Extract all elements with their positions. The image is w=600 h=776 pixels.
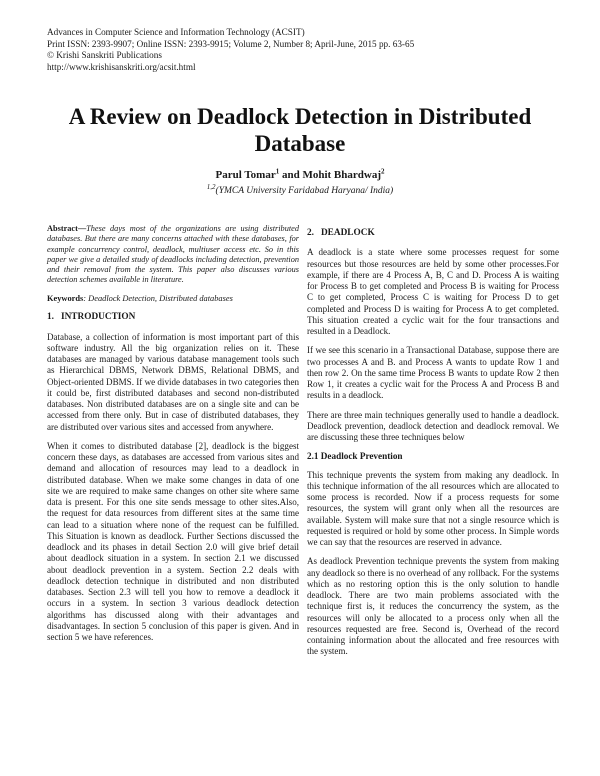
paragraph: When it comes to distributed database [2], deadlock is the biggest concern these days, as databases are accessed from various sites and demand and allocation of resources may lead to a deadlock in distributed database. When we make some changes in data of one site we are required to make same changes on other site where same data is present. For this one site sends message to other sites.Also, the request for data resources from different sites at the same time can lead to a situation where none of the request can be fulfilled. This Situation is known as deadlock. Further Sections discussed the deadlock and its phases in detail Section 2.0 will give brief detail about deadlock situation in a system. In section 2.1 we discussed about deadlock prevention in a system. Section 2.2 deals with deadlock detection technique in distributed and non distributed databases. Section 2.3 will tell you how to remove a deadlock it occurs in a system. In section 3 various deadlock detection algorithms has discussed along with their advantages and disadvantages. In section 5 conclusion of this paper is given. And in section 5 we have references. (47, 440, 299, 643)
right-column (307, 224, 559, 666)
paper-title: A Review on Deadlock Detection in Distributed Database (68, 104, 532, 156)
journal-issn: Print ISSN: 2393-9907; Online ISSN: 2393-9915; Volume 2, Number 8; April-June, 2015 pp. 63-65 (47, 38, 415, 49)
keywords-label: Keywords (47, 293, 84, 303)
journal-publisher: © Krishi Sanskriti Publications (47, 50, 162, 61)
paragraph: This technique prevents the system from making any deadlock. In this technique information of the all resources which are allocated to some process is recorded. Now if a process requests for some resources, the system will grant only when all the resources are available. System will make sure that not a single resource which is requested is required or hold by some other process. In Simple words we can say that the resources are reserved in advance. (307, 469, 559, 547)
affiliation (40, 182, 560, 196)
subsection-heading-prevention: 2.1 Deadlock Prevention (307, 451, 403, 462)
author-1-sup: 1 (275, 167, 280, 176)
keywords-text: : Deadlock Detection, Distributed databases (83, 293, 233, 303)
paragraph: If we see this scenario in a Transactional Database, suppose there are two processes A and B. and Process A wants to update Row 1 and then row 2. On the same time Process B wants to update Row 2 then Row 1, it creates a cyclic wait for the Process A and Process B and results in a deadlock. (307, 345, 559, 401)
affiliation-text: (YMCA University Faridabad Haryana/ India) (215, 186, 394, 196)
keywords (47, 294, 299, 305)
author-1: Parul Tomar (215, 169, 276, 181)
left-column (47, 224, 299, 651)
author-2: Mohit Bhardwaj (302, 169, 381, 181)
author-conj: and (279, 169, 303, 181)
author-2-sup: 2 (380, 167, 385, 176)
abstract-label: Abstract— (47, 224, 87, 233)
section-heading-intro (47, 312, 299, 323)
affiliation-sup: 1,2 (206, 182, 216, 191)
abstract-text: These days most of the organizations are using distributed databases. But there are many concerns attached with these databases, for example concurrency control, deadlock, multiuser access etc. So in this paper we give a detailed study of deadlocks including detection, prevention and their removal from the system. This paper also discusses various detection schemes available in literature. (47, 224, 299, 285)
section-title: INTRODUCTION (60, 312, 136, 323)
abstract (47, 224, 299, 286)
paragraph: There are three main techniques generally used to handle a deadlock. Deadlock prevention, deadlock detection and deadlock removal. We are discussing these three techniques below (307, 409, 559, 442)
paragraph: Database, a collection of information is most important part of this software industry. All the big organization relies on it. These databases are managed by various database management tools such as Hierarchical DBMS, Network DBMS, Relational DBMS, and Object-oriented DBMS. If we divide databases in two categories then it could be, first distributed databases and second non-distributed databases. Non distributed databases are on a single site and can be accessed from there only. But in case of distributed databases, they are distributed over various sites and accessed from anywhere. (47, 331, 299, 432)
section-title: DEADLOCK (320, 228, 375, 238)
section-heading-deadlock (307, 228, 559, 239)
section-number: 2. (307, 228, 314, 238)
journal-header (47, 27, 414, 73)
journal-url[interactable]: http://www.krishisanskriti.org/acsit.html (47, 61, 196, 72)
journal-name: Advances in Computer Science and Information Technology (ACSIT) (47, 27, 305, 37)
paragraph: As deadlock Prevention technique prevents the system from making any deadlock so there is no overhead of any rollback. For the systems which as no restoring option this is the only solution to handle deadlock. There are two main problems associated with the technique first is, it reduces the concurrency the system, as the resources will only be allocated to a process only when all the resources requested are free. Second is, Overhead of the record containing information about the allocated and free resources with the system. (307, 556, 559, 657)
paragraph: A deadlock is a state where some processes request for some resources but those resources are held by some other processes.For example, if there are 4 Process A, B, C and D. Process A is waiting for Process B to get completed and Process B is waiting for Process C to get completed, Process C is waiting for Process D to get completed and Process D is waiting for Process A to get completed. This situation created a cyclic wait for the four transactions and resulted in a Deadlock. (307, 247, 559, 336)
section-number: 1. (47, 312, 54, 323)
author-line (40, 169, 560, 181)
